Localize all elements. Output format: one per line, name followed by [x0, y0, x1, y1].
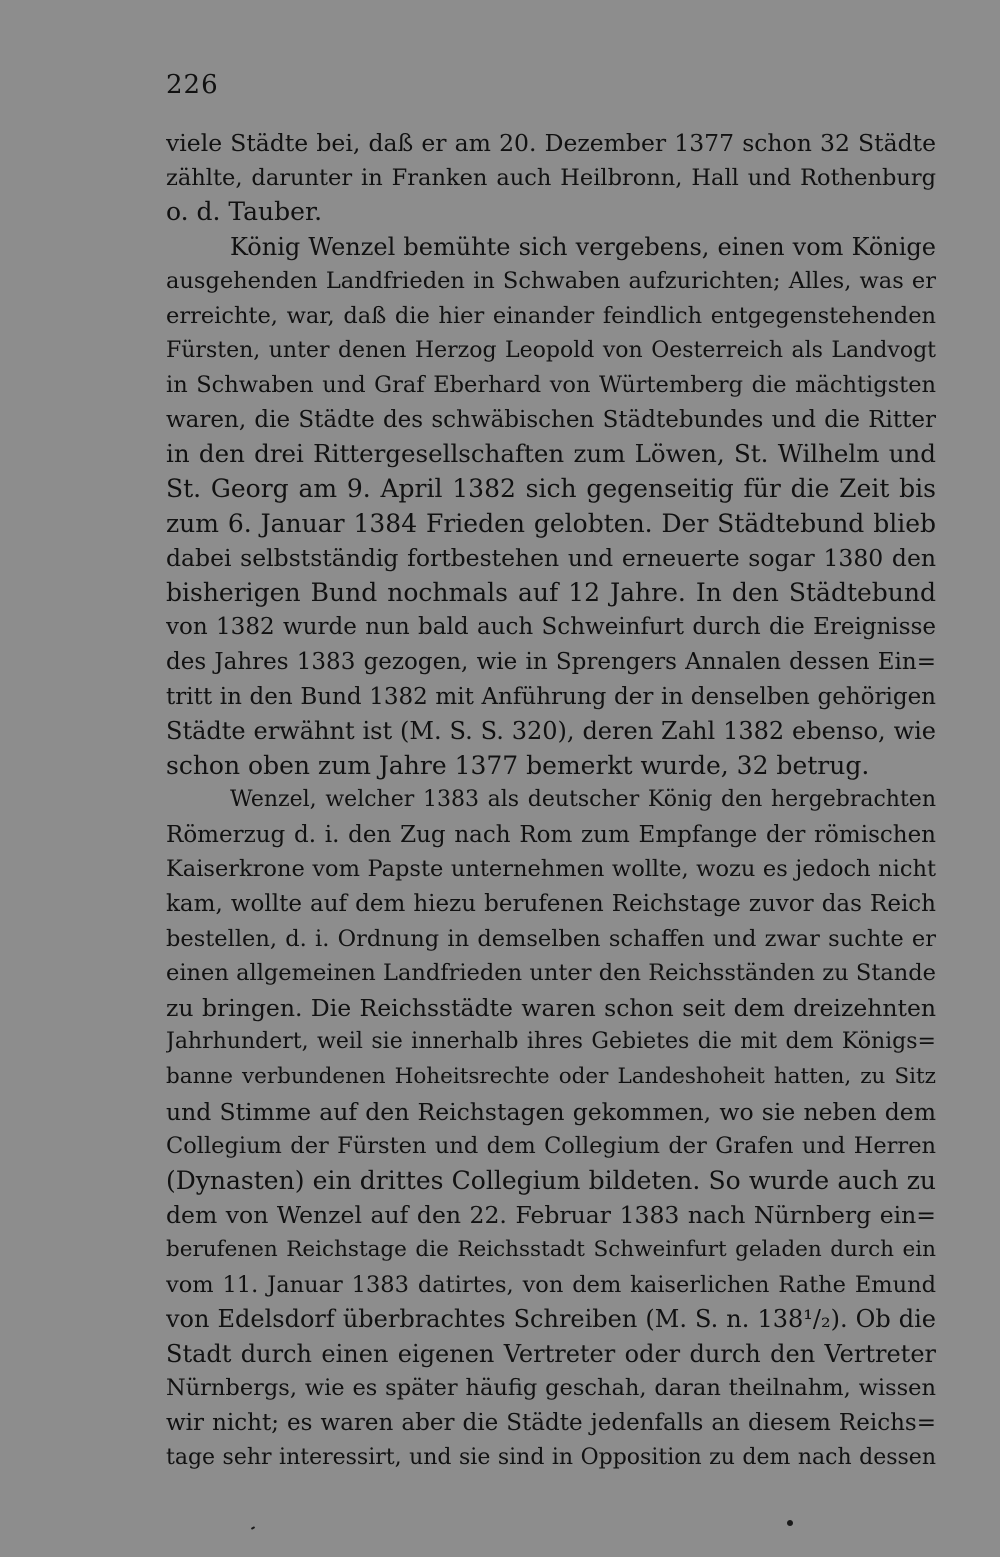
text-line: Collegium der Fürsten und dem Collegium der Grafen und Herren: [166, 1133, 936, 1160]
text-line: waren, die Städte des schwäbischen Städtebundes und die Ritter: [166, 406, 936, 433]
text-line: ausgehenden Landfrieden in Schwaben aufzurichten; Alles, was er: [166, 268, 936, 295]
text-line: vom 11. Januar 1383 datirtes, von dem kaiserlichen Rathe Emund: [166, 1271, 936, 1298]
text-line: wir nicht; es waren aber die Städte jedenfalls an diesem Reichs=: [166, 1409, 936, 1436]
text-line: von Edelsdorf überbrachtes Schreiben (M. S. n. 138¹/₂). Ob die: [166, 1305, 936, 1334]
text-line: Nürnbergs, wie es später häufig geschah, daran theilnahm, wissen: [166, 1375, 936, 1402]
text-line: zählte, darunter in Franken auch Heilbronn, Hall und Rothenburg: [166, 164, 936, 191]
body-text: [166, 126, 936, 1475]
text-line: König Wenzel bemühte sich vergebens, einen vom Könige: [230, 232, 936, 261]
print-dot: [787, 1520, 793, 1526]
text-line: viele Städte bei, daß er am 20. Dezember 1377 schon 32 Städte: [166, 129, 936, 157]
text-line: zu bringen. Die Reichsstädte waren schon seit dem dreizehnten: [166, 993, 936, 1022]
text-line: Fürsten, unter denen Herzog Leopold von Oesterreich als Landvogt: [166, 337, 936, 363]
text-line: Jahrhundert, weil sie innerhalb ihres Gebietes die mit dem Königs=: [166, 1029, 936, 1055]
text-line: von 1382 wurde nun bald auch Schweinfurt durch die Ereignisse: [166, 614, 936, 641]
text-line: bisherigen Bund nochmals auf 12 Jahre. In den Städtebund: [166, 577, 936, 607]
text-line: des Jahres 1383 gezogen, wie in Sprengers Annalen dessen Ein=: [166, 648, 936, 675]
page-number: 226: [166, 70, 219, 100]
text-line: tritt in den Bund 1382 mit Anführung der in denselben gehörigen: [166, 683, 936, 710]
text-line: Wenzel, welcher 1383 als deutscher König den hergebrachten: [230, 787, 936, 813]
text-line: erreichte, war, daß die hier einander feindlich entgegenstehenden: [166, 302, 936, 329]
text-line: Römerzug d. i. den Zug nach Rom zum Empfange der römischen: [166, 821, 936, 848]
print-speck: [251, 1526, 255, 1530]
text-line: kam, wollte auf dem hiezu berufenen Reichstage zuvor das Reich: [166, 891, 936, 918]
text-line: St. Georg am 9. April 1382 sich gegenseitig für die Zeit bis: [166, 473, 936, 503]
text-line: banne verbundenen Hoheitsrechte oder Landeshoheit hatten, zu Sitz: [166, 1064, 936, 1090]
text-line: Stadt durch einen eigenen Vertreter oder durch den Vertreter: [166, 1339, 936, 1368]
text-line: berufenen Reichstage die Reichsstadt Schweinfurt geladen durch ein: [166, 1237, 936, 1262]
text-line: Städte erwähnt ist (M. S. S. 320), deren Zahl 1382 ebenso, wie: [166, 717, 936, 746]
text-line: in Schwaben und Graf Eberhard von Würtemberg die mächtigsten: [166, 372, 936, 399]
text-line: dabei selbstständig fortbestehen und erneuerte sogar 1380 den: [166, 544, 936, 573]
text-line: tage sehr interessirt, und sie sind in Opposition zu dem nach dessen: [166, 1444, 936, 1470]
text-line: bestellen, d. i. Ordnung in demselben schaffen und zwar suchte er: [166, 925, 936, 952]
text-line: dem von Wenzel auf den 22. Februar 1383 nach Nürnberg ein=: [166, 1201, 936, 1230]
text-line: schon oben zum Jahre 1377 bemerkt wurde, 32 betrug.: [166, 750, 870, 780]
text-line: (Dynasten) ein drittes Collegium bildeten. So wurde auch zu: [166, 1165, 936, 1195]
text-line: einen allgemeinen Landfrieden unter den Reichsständen zu Stande: [166, 960, 936, 987]
text-line: o. d. Tauber.: [166, 197, 323, 227]
text-line: zum 6. Januar 1384 Frieden gelobten. Der Städtebund blieb: [166, 508, 936, 538]
text-line: Kaiserkrone vom Papste unternehmen wollte, wozu es jedoch nicht: [166, 856, 936, 883]
text-line: und Stimme auf den Reichstagen gekommen, wo sie neben dem: [166, 1097, 936, 1126]
text-line: in den drei Rittergesellschaften zum Löwen, St. Wilhelm und: [166, 439, 936, 469]
